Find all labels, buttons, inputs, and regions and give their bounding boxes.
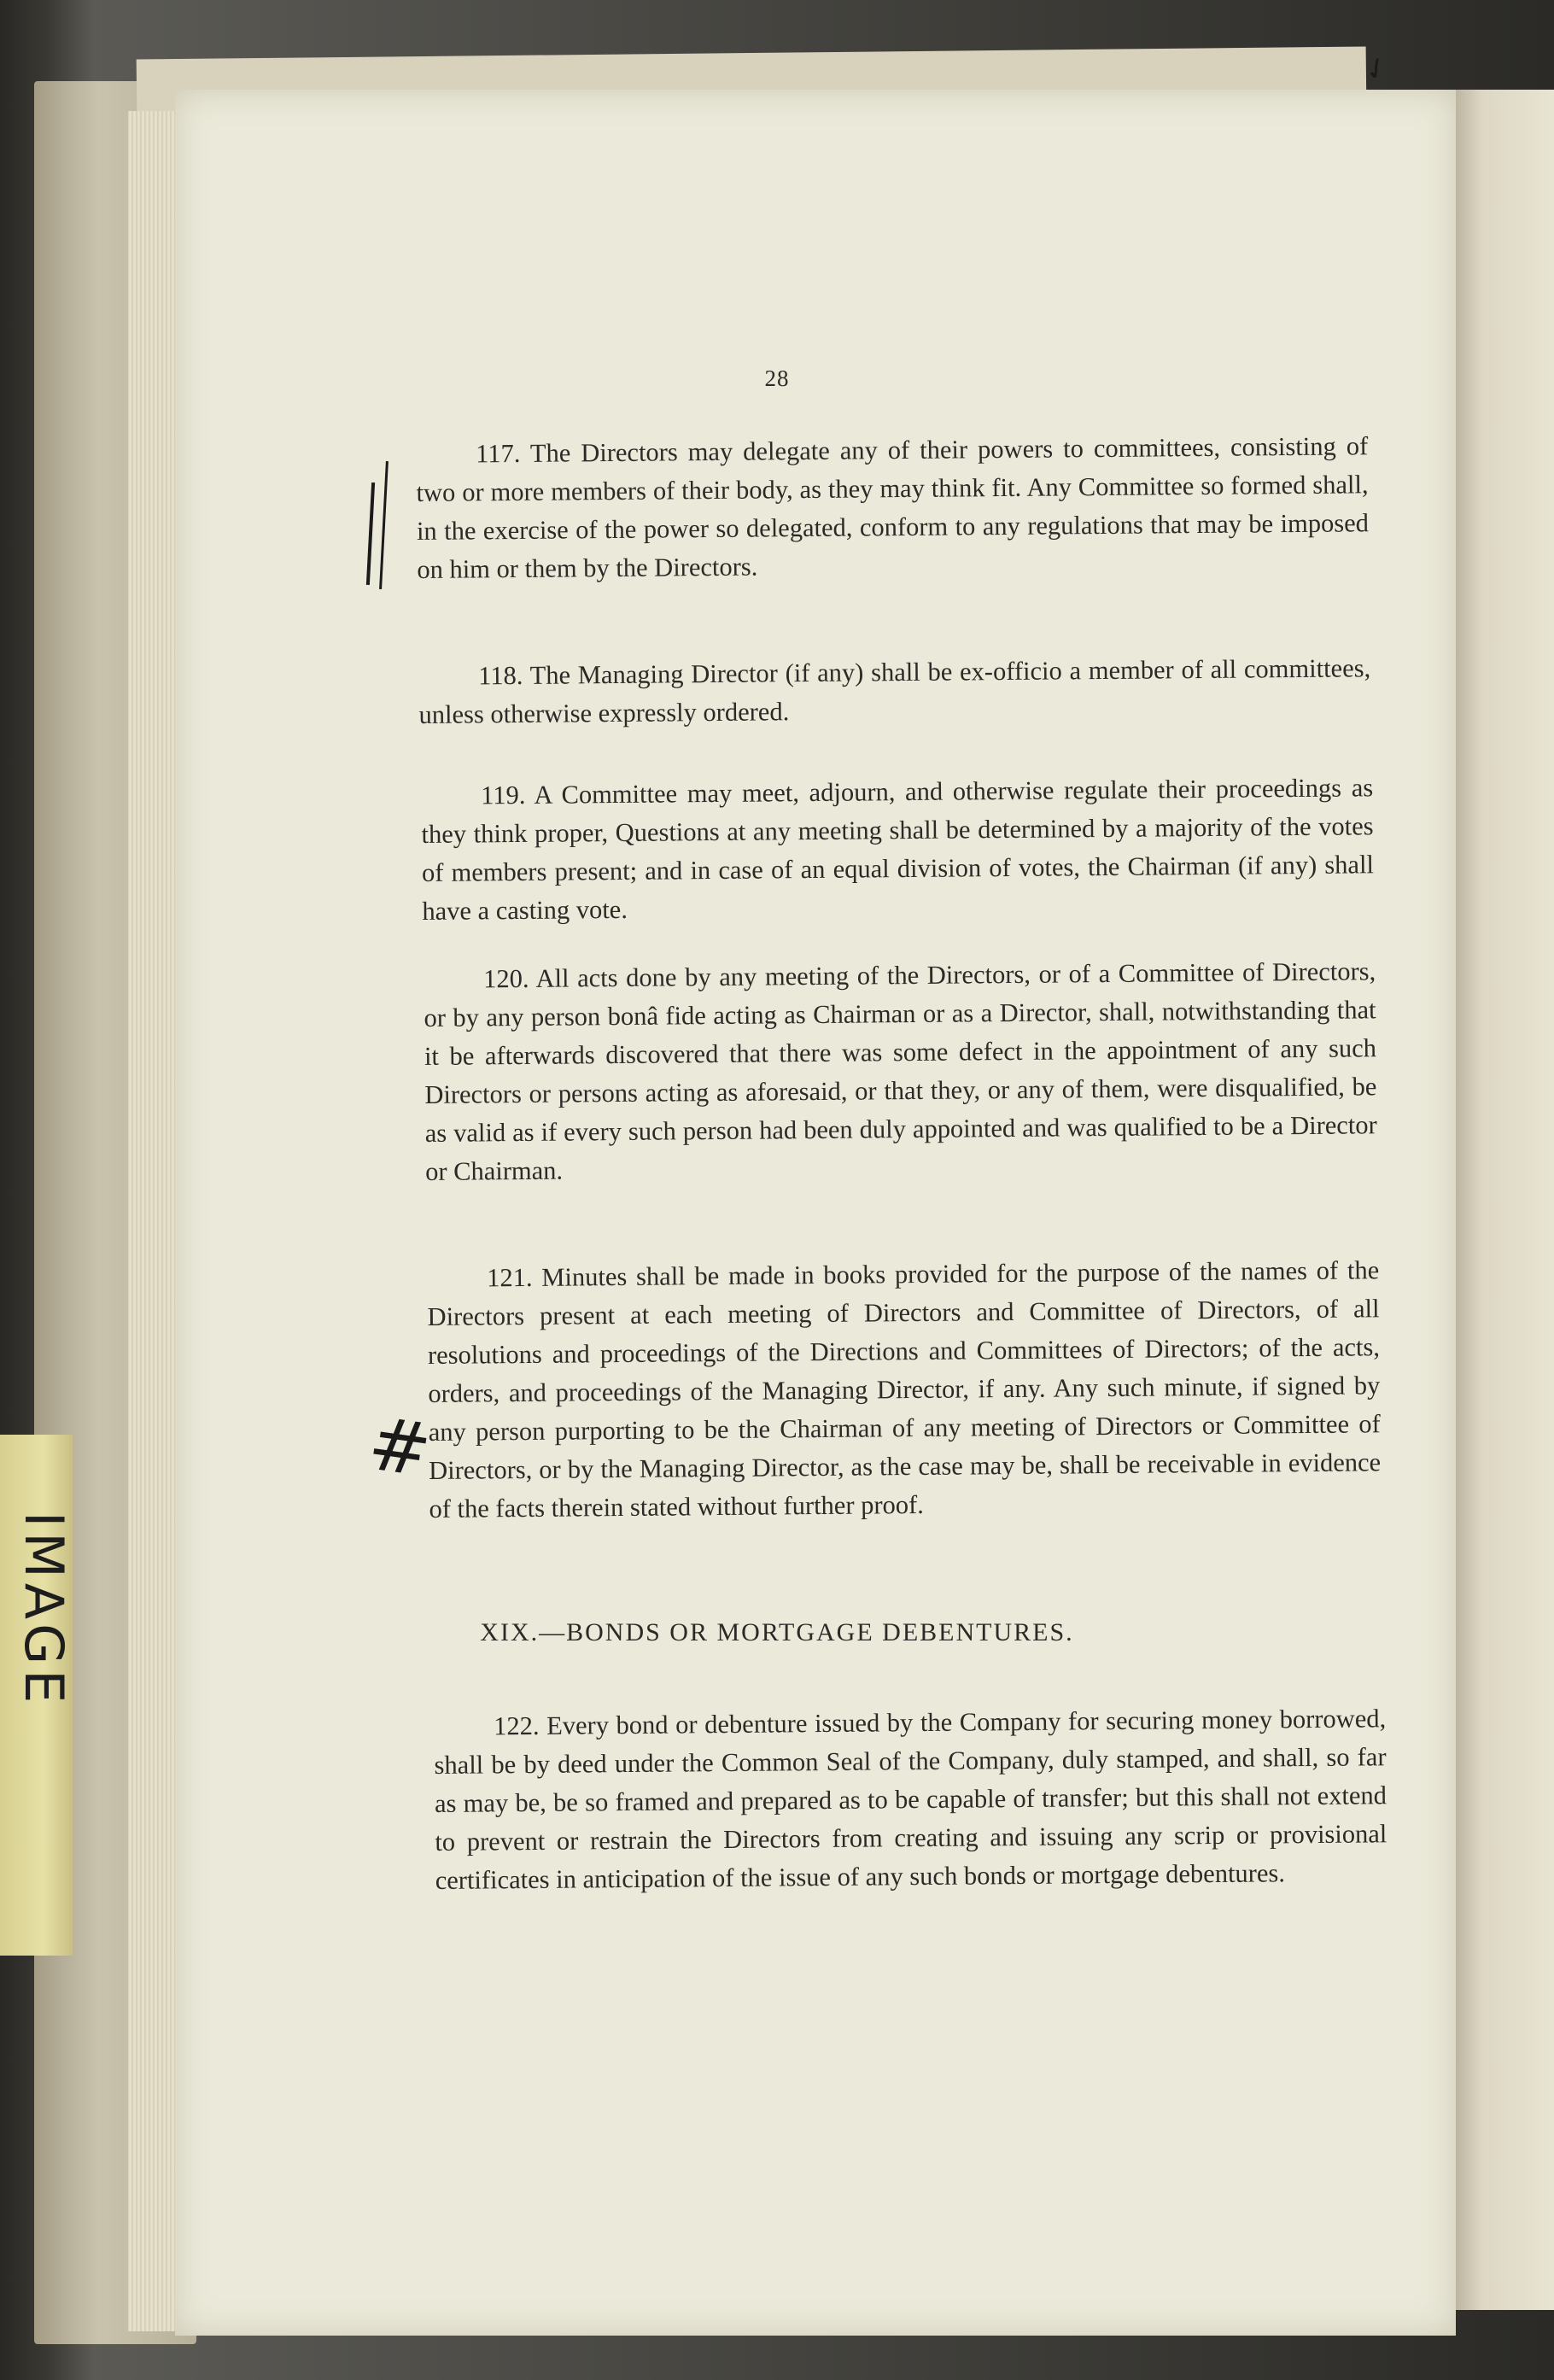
section-heading: XIX.—BONDS OR MORTGAGE DEBENTURES. [480, 1618, 1074, 1646]
paragraph-117: 117. The Directors may delegate any of their powers to committees, consisting of two or more members of their body, as they may think fit. Any Committee so formed shall, in the exercise of the power so delegated, conform to any regulations that may be imposed on him or them by the Directors. [416, 431, 1370, 584]
document-page [175, 90, 1456, 2336]
paragraph-120: 120. All acts done by any meeting of the Directors, or of a Committee of Directors, or by any person bonâ fide acting as Chairman or as a Director, shall, notwithstanding that it be afterwards discovered that there was some defect in the appointment of any such Directors or persons acting as aforesaid, or that they, or any of them, were disqualified, be as valid as if every such person had been duly appointed and was qualified to be a Director or Chairman. [424, 956, 1377, 1186]
paragraph-118: 118. The Managing Director (if any) shall be ex-officio a member of all committees, unless otherwise expressly ordered. [418, 653, 1371, 729]
pencil-tick-icon: ✓ [1357, 48, 1396, 91]
paragraph-121: 121. Minutes shall be made in books provided for the purpose of the names of the Directors present at each meeting of Directors and Committee of Directors, of all resolutions and proceedings of the Directions and Committees of Directors; of the acts, orders, and proceedings of the Managing Director, if any. Any such minute, if signed by any person purporting to be the Chairman of any meeting of Directors or Committee of Directors, or by the Managing Director, as the case may be, shall be receivable in evidence of the facts therein stated without further proof. [427, 1255, 1382, 1523]
paragraph-122: 122. Every bond or debenture issued by the Company for securing money borrowed, shall be by deed under the Common Seal of the Company, duly stamped, and shall, so far as may be, be so framed and prepared as to be capable of transfer; but this shall not extend to prevent or restrain the Directors from creating and issuing any scrip or provisional certificates in anticipation of the issue of any such bonds or mortgage debentures. [434, 1704, 1388, 1895]
hash-mark-annotation: # [363, 1401, 436, 1494]
tab-note-label: IMAGE [13, 1512, 75, 1709]
page-number: 28 [764, 365, 790, 391]
paragraph-119: 119. A Committee may meet, adjourn, and otherwise regulate their proceedings as they think proper, Questions at any meeting shall be determined by a majority of the votes of members present; and in case of an equal division of votes, the Chairman (if any) shall have a casting vote. [421, 773, 1375, 926]
facing-page-edge [1452, 90, 1554, 2310]
